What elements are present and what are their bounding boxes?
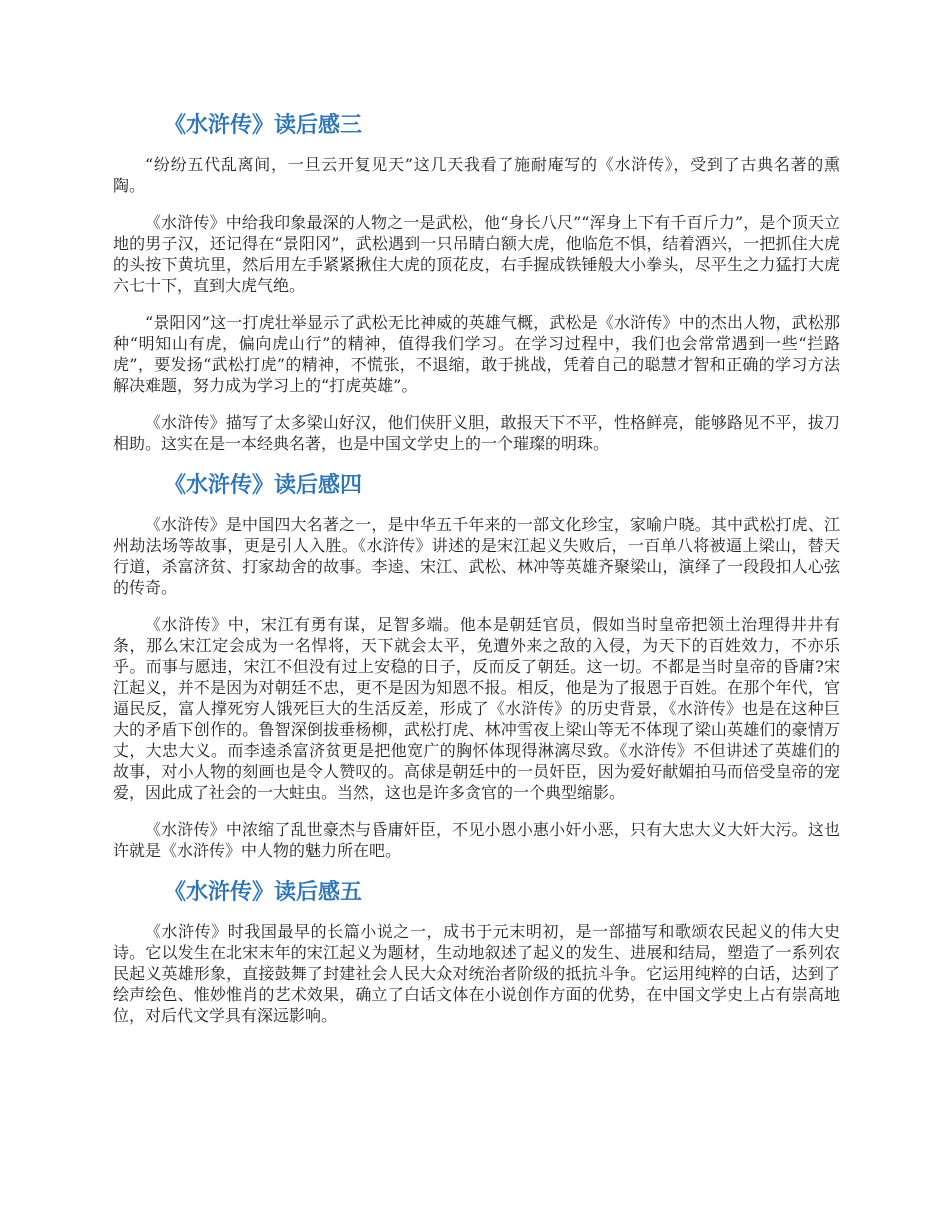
section-heading: 《水浒传》读后感五	[164, 880, 363, 905]
section-heading: 《水浒传》读后感四	[164, 473, 363, 498]
paragraph: “纷纷五代乱离间，一旦云开复见天”这几天我看了施耐庵写的《水浒传》，受到了古典名著的熏陶。	[113, 155, 840, 195]
paragraph: 《水浒传》中，宋江有勇有谋，足智多端。他本是朝廷官员，假如当时皇帝把领土治理得井井有条，那么宋江定会成为一名悍将，天下就会太平，免遭外来之敌的入侵，为天下的百姓效力，不亦乐乎。而事与愿违，宋江不但没有过上安稳的日子，反而反了朝廷。这一切。不都是当时皇帝的昏庸?宋江起义，并不是因为对朝廷不忠，更不是因为知恩不报。相反，他是为了报恩于百姓。在那个年代，官逼民反，富人撑死穷人饿死巨大的生活反差，形成了《水浒传》的历史背景，《水浒传》也是在这种巨大的矛盾下创作的。鲁智深倒拔垂杨柳，武松打虎、林冲雪夜上梁山等无不体现了梁山英雄们的豪情万丈，大忠大义。而李逵杀富济贫更是把他宽广的胸怀体现得淋漓尽致。《水浒传》不但讲述了英雄们的故事，对小人物的刻画也是令人赞叹的。高俅是朝廷中的一员奸臣，因为爱好献媚拍马而倍受皇帝的宠爱，因此成了社会的一大蛀虫。当然，这也是许多贪官的一个典型缩影。	[113, 615, 840, 802]
paragraph: 《水浒传》是中国四大名著之一，是中华五千年来的一部文化珍宝，家喻户晓。其中武松打虎、江州劫法场等故事，更是引人入胜。《水浒传》讲述的是宋江起义失败后，一百单八将被逼上梁山，替天行道，杀富济贫、打家劫舍的故事。李逵、宋江、武松、林冲等英雄齐聚梁山，演绎了一段段扣人心弦的传奇。	[113, 515, 840, 597]
essay-section-5	[113, 877, 840, 1026]
essay-section-4	[113, 470, 840, 861]
document-page	[113, 110, 840, 1042]
paragraph: 《水浒传》描写了太多梁山好汉，他们侠肝义胆，敢报天下不平，性格鲜亮，能够路见不平，拔刀相助。这实在是一本经典名著，也是中国文学史上的一个璀璨的明珠。	[113, 413, 840, 453]
paragraph: 《水浒传》中浓缩了乱世豪杰与昏庸奸臣，不见小恩小惠小奸小恶，只有大忠大义大奸大污。这也许就是《水浒传》中人物的魅力所在吧。	[113, 820, 840, 860]
paragraph: 《水浒传》时我国最早的长篇小说之一，成书于元末明初，是一部描写和歌颂农民起义的伟大史诗。它以发生在北宋末年的宋江起义为题材，生动地叙述了起义的发生、进展和结局，塑造了一系列农民起义英雄形象，直接鼓舞了封建社会人民大众对统治者阶级的抵抗斗争。它运用纯粹的白话，达到了绘声绘色、惟妙惟肖的艺术效果，确立了白话文体在小说创作方面的优势，在中国文学史上占有崇高地位，对后代文学具有深远影响。	[113, 922, 840, 1025]
section-heading: 《水浒传》读后感三	[164, 113, 363, 138]
paragraph: 《水浒传》中给我印象最深的人物之一是武松，他“身长八尺”“浑身上下有千百斤力”，是个顶天立地的男子汉，还记得在“景阳冈”，武松遇到一只吊睛白额大虎，他临危不惧，结着酒兴，一把抓住大虎的头按下黄坑里，然后用左手紧紧揪住大虎的顶花皮，右手握成铁锤般大小拳头，尽平生之力猛打大虎六七十下，直到大虎气绝。	[113, 213, 840, 295]
paragraph: “景阳冈”这一打虎壮举显示了武松无比神威的英雄气概，武松是《水浒传》中的杰出人物，武松那种“明知山有虎，偏向虎山行”的精神，值得我们学习。在学习过程中，我们也会常常遇到一些“拦路虎”，要发扬“武松打虎”的精神，不慌张，不退缩，敢于挑战，凭着自己的聪慧才智和正确的学习方法解决难题，努力成为学习上的“打虎英雄”。	[113, 313, 840, 395]
essay-section-3	[113, 110, 840, 454]
